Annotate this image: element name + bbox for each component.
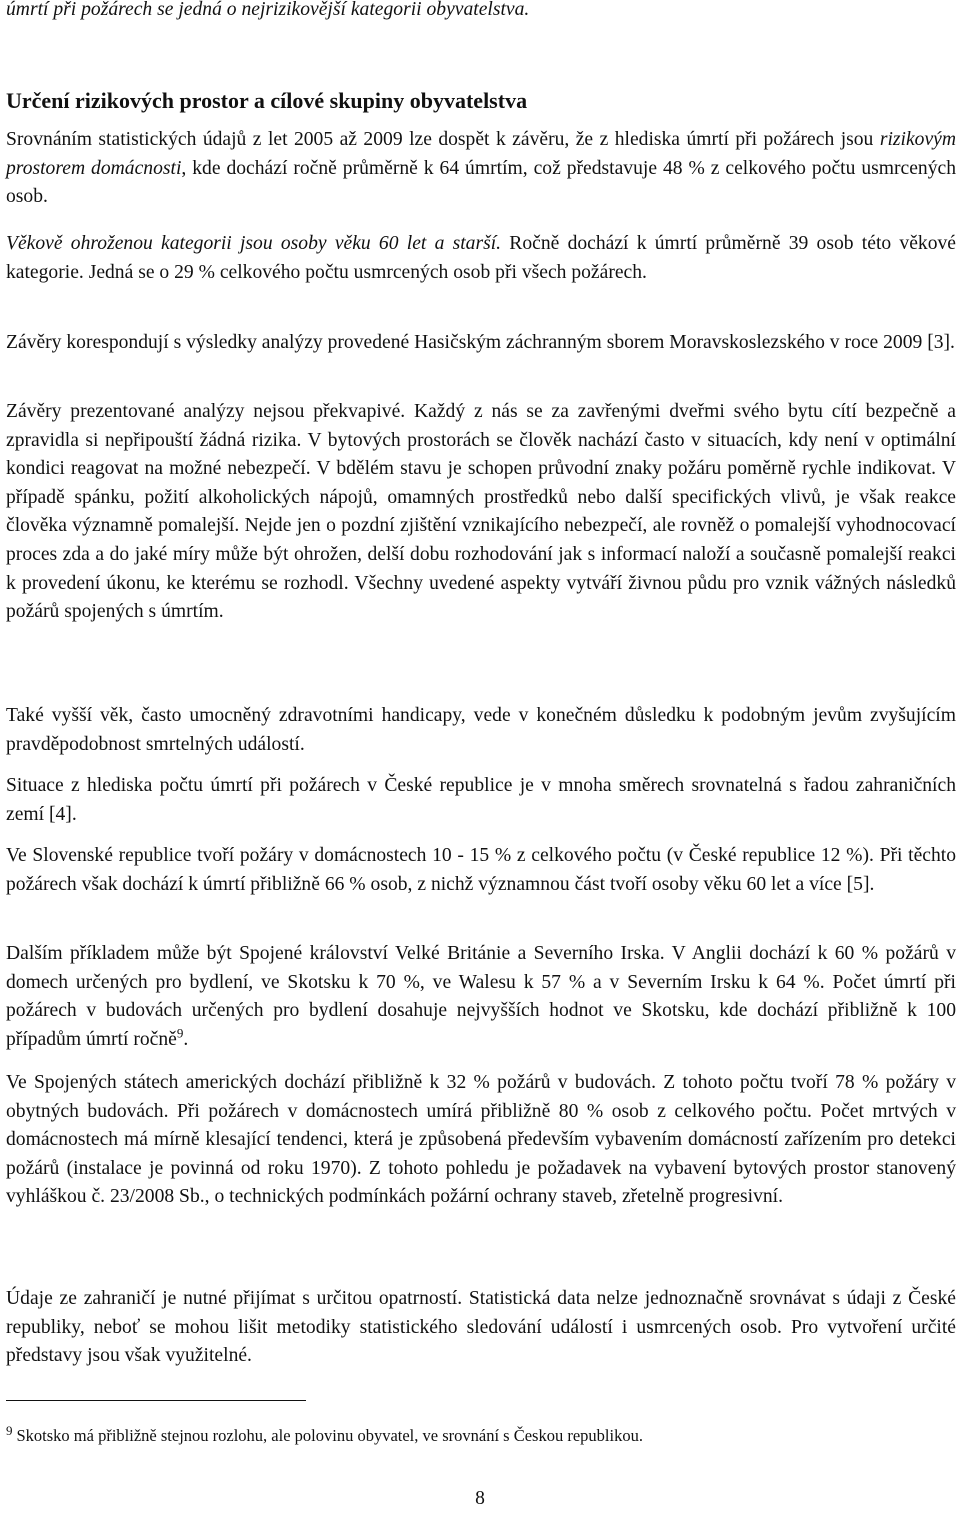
p1-italic: rizikovým prostorem domácnosti bbox=[6, 129, 956, 179]
paragraph-8 bbox=[6, 940, 956, 1054]
p2-text: Ročně dochází k úmrtí průměrně 39 osob této věkové kategorie. Jedná se o 29 % celkového počtu usmrcených osob při všech požárech. bbox=[6, 233, 956, 283]
top-line-text: úmrtí při požárech se jedná o nejrizikovější kategorii obyvatelstva. bbox=[6, 0, 530, 20]
section-heading: Určení rizikových prostor a cílové skupiny obyvatelstva bbox=[6, 88, 528, 113]
footnote-text: Skotsko má přibližně stejnou rozlohu, ale polovinu obyvatel, ve srovnání s Českou republikou. bbox=[16, 1426, 643, 1445]
paragraph-6: Situace z hlediska počtu úmrtí při požárech v České republice je v mnoha směrech srovnatelná s řadou zahraničních zemí [4]. bbox=[6, 775, 956, 825]
paragraph-10: Údaje ze zahraničí je nutné přijímat s určitou opatrností. Statistická data nelze jednoznačně srovnávat s údaji z České republiky, neboť se mohou lišit metodiky statistického sledování událostí i usmrcených osob. Pro vytvoření určité představy jsou však využitelné. bbox=[6, 1288, 956, 1367]
footnote-divider bbox=[6, 1400, 306, 1401]
paragraph-9: Ve Spojených státech amerických dochází přibližně k 32 % požárů v budovách. Z tohoto počtu tvoří 78 % požáry v obytných budovách. Při požárech v domácnostech umírá přibližně 80 % osob z celkového počtu. Počet mrtvých v domácnostech má mírně klesající tendenci, která je způsobená především vybavením domácností zařízením pro detekci požárů (instalace je povinná od roku 1970). Z tohoto pohledu je požadavek na vybavení bytových prostor stanovený vyhláškou č. 23/2008 Sb., o technických podmínkách požární ochrany staveb, zřetelně progresivní. bbox=[6, 1072, 956, 1208]
paragraph-4: Závěry prezentované analýzy nejsou překvapivé. Každý z nás se za zavřenými dveřmi svého bytu cítí bezpečně a zpravidla si nepřipouští žádná rizika. V bytových prostorách se člověk nachází často v situacích, kdy není v optimální kondici reagovat na možné nebezpečí. V bdělém stavu je schopen průvodní znaky požáru poměrně rychle indikovat. V případě spánku, požití alkoholických nápojů, omamných prostředků nebo další specifických vlivů, je však reakce člověka významně pomalejší. Nejde jen o pozdní zjištění vznikajícího nebezpečí, ale rovněž o pomalejší vyhodnocovací proces zda a do jaké míry může být ohrožen, delší dobu rozhodování jak s informací naloží a současně pomalejší reakci k provedení úkonu, ke kterému se rozhodl. Všechny uvedené aspekty vytváří živnou půdu pro vznik vážných následků požárů spojených s úmrtím. bbox=[6, 401, 956, 623]
paragraph-5: Také vyšší věk, často umocněný zdravotními handicapy, vede v konečném důsledku k podobným jevům zvyšujícím pravděpodobnost smrtelných událostí. bbox=[6, 705, 956, 755]
footnote bbox=[6, 1423, 956, 1449]
paragraph-3: Závěry korespondují s výsledky analýzy provedené Hasičským záchranným sborem Moravskoslezského v roce 2009 [3]. bbox=[6, 332, 955, 353]
footnote-mark: 9 bbox=[6, 1422, 13, 1438]
p8-end: . bbox=[183, 1028, 189, 1050]
paragraph-1 bbox=[6, 126, 956, 212]
paragraph-2 bbox=[6, 230, 956, 287]
p1-text-a: Srovnáním statistických údajů z let 2005 až 2009 lze dospět k závěru, že z hlediska úmrtí při požárech jsou bbox=[6, 129, 880, 150]
paragraph-7: Ve Slovenské republice tvoří požáry v domácnostech 10 - 15 % z celkového počtu (v České republice 12 %). Při těchto požárech však dochází k úmrtí přibližně 66 % osob, z nichž významnou část tvoří osoby věku 60 let a více [5]. bbox=[6, 845, 956, 895]
page-number: 8 bbox=[475, 1488, 485, 1509]
footnote-ref: 9 bbox=[176, 1025, 184, 1041]
p2-italic: Věkově ohroženou kategorii jsou osoby věku 60 let a starší. bbox=[6, 233, 502, 254]
p8-text: Dalším příkladem může být Spojené království Velké Británie a Severního Irska. V Anglii dochází k 60 % požárů v domech určených pro bydlení, ve Skotsku k 70 %, ve Walesu k 57 % a v Severním Irsku k 64 %. Počet úmrtí při požárech v budovách určených pro bydlení dosahuje nejvyšších hodnot ve Skotsku, kde dochází přibližně k 100 případům úmrtí ročně bbox=[6, 943, 956, 1050]
p1-text-c: , kde dochází ročně průměrně k 64 úmrtím, což představuje 48 % z celkového počtu usmrcených osob. bbox=[6, 157, 956, 208]
